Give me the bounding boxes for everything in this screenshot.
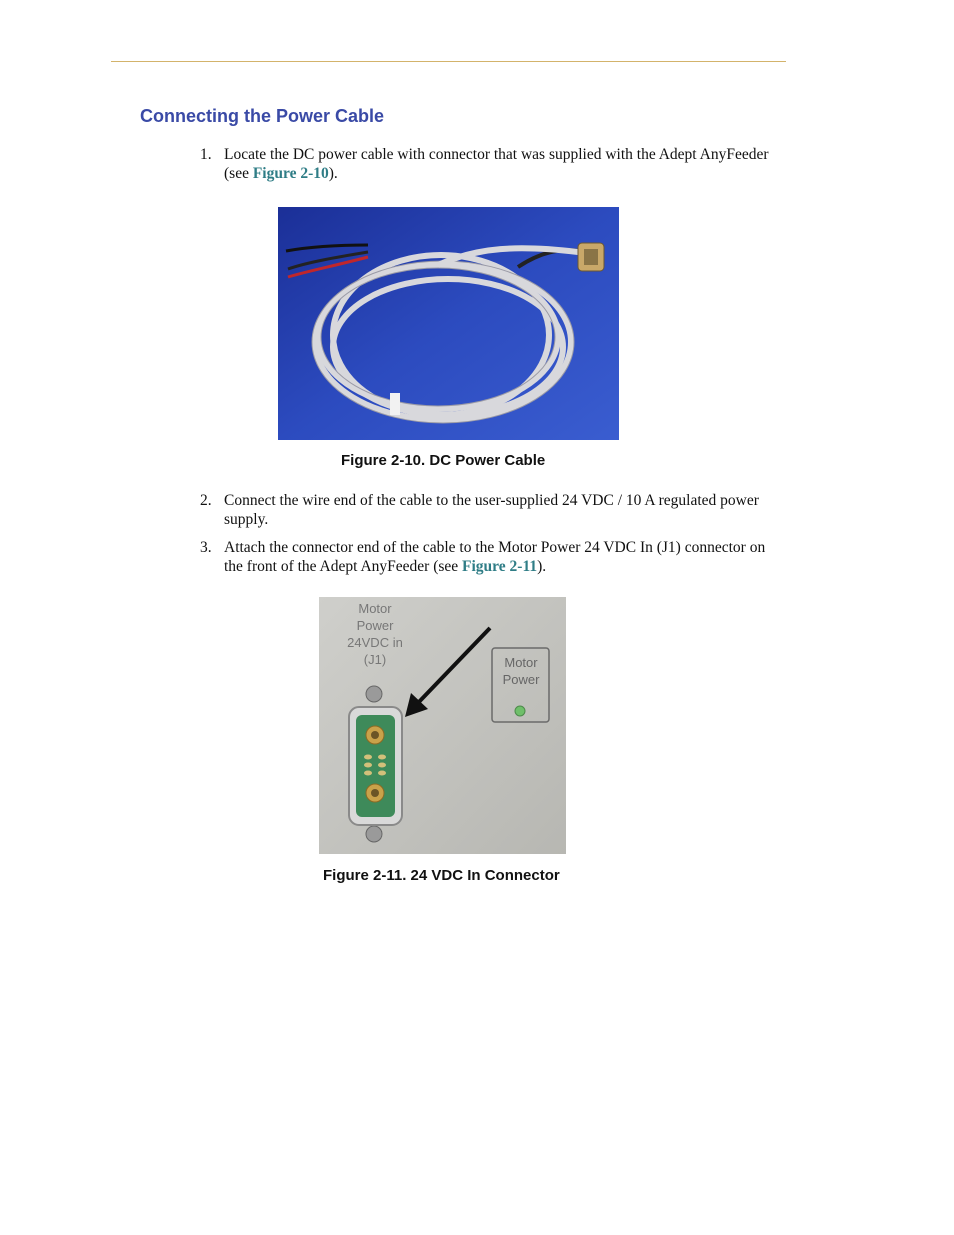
step-text: Attach the connector end of the cable to the Motor Power 24 VDC In (J1) connector on the front of the Adept AnyFeeder (see Figure 2-11).: [224, 539, 766, 575]
figure-link[interactable]: Figure 2-11: [462, 558, 538, 575]
cable-photo: [278, 207, 619, 440]
figure-link[interactable]: Figure 2-10: [252, 165, 329, 182]
step-number: 1.: [200, 146, 212, 163]
panel-label-line: (J1): [363, 652, 387, 667]
figure-caption: Figure 2-11. 24 VDC In Connector: [323, 867, 560, 884]
step-text: Connect the wire end of the cable to the user-supplied 24 VDC / 10 A regulated power supply.: [224, 492, 759, 528]
panel-label-line: 24VDC in: [347, 635, 403, 650]
step-number: 2.: [200, 492, 212, 509]
figure-caption: Figure 2-10. DC Power Cable: [341, 452, 546, 469]
panel-label-line: Motor: [504, 655, 538, 670]
step-number: 3.: [200, 539, 212, 556]
connector-photo: [319, 597, 566, 854]
section-heading: Connecting the Power Cable: [140, 106, 385, 126]
step-text: Locate the DC power cable with connector that was supplied with the Adept AnyFeeder (see Figure 2-10).: [224, 146, 769, 182]
panel-label-line: Power: [356, 618, 394, 633]
panel-label-line: Power: [502, 672, 540, 687]
header-rule: [111, 61, 786, 62]
panel-label-line: Motor: [358, 601, 392, 616]
